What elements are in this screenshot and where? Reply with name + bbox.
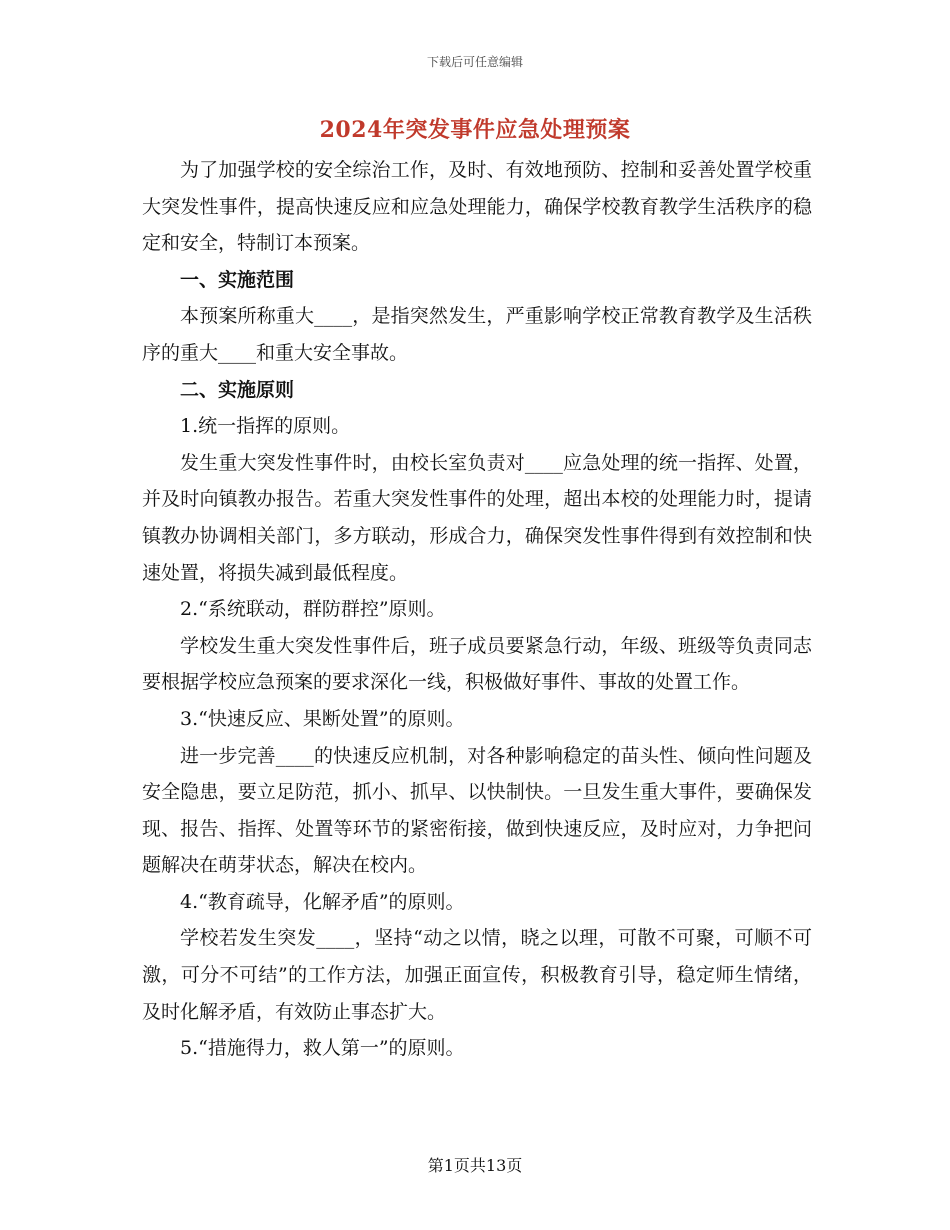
principle-paragraph: 学校若发生突发____，坚持“动之以情，晓之以理，可散不可聚，可顺不可激，可分不可结”的工作方法，加强正面宣传，积极教育引导，稳定师生情绪，及时化解矛盾，有效防止事态扩大。 xyxy=(142,927,812,1023)
principle-paragraph: 进一步完善____的快速反应机制，对各种影响稳定的苗头性、倾向性问题及安全隐患，要立足防范，抓小、抓早、以快制快。一旦发生重大事件，要确保发现、报告、指挥、处置等环节的紧密衔接，做到快速反应，及时应对，力争把问题解决在萌芽状态，解决在校内。 xyxy=(142,744,812,877)
document-title: 2024年突发事件应急处理预案 xyxy=(319,117,631,143)
principle-paragraph: 发生重大突发性事件时，由校长室负责对____应急处理的统一指挥、处置，并及时向镇教办报告。若重大突发性事件的处理，超出本校的处理能力时，提请镇教办协调相关部门，多方联动，形成合力，确保突发性事件得到有效控制和快速处置，将损失减到最低程度。 xyxy=(142,451,812,584)
page-number: 第1页共13页 xyxy=(427,1156,523,1175)
principle-title: 3.“快速反应、果断处置”的原则。 xyxy=(180,707,465,730)
principle-title: 2.“系统联动，群防群控”原则。 xyxy=(180,598,446,621)
header-note: 下载后可任意编辑 xyxy=(426,55,523,69)
section-heading: 一、实施范围 xyxy=(180,268,295,291)
document-body xyxy=(142,152,812,1067)
principle-title: 5.“措施得力，救人第一”的原则。 xyxy=(180,1037,465,1060)
principle-title: 1.统一指挥的原则。 xyxy=(180,415,351,438)
section-heading: 二、实施原则 xyxy=(180,378,295,401)
principle-paragraph: 学校发生重大突发性事件后，班子成员要紧急行动，年级、班级等负责同志要根据学校应急预案的要求深化一线，积极做好事件、事故的处置工作。 xyxy=(142,634,812,694)
intro-paragraph: 为了加强学校的安全综治工作，及时、有效地预防、控制和妥善处置学校重大突发性事件，提高快速反应和应急处理能力，确保学校教育教学生活秩序的稳定和安全，特制订本预案。 xyxy=(142,159,812,255)
section-paragraph: 本预案所称重大____，是指突然发生，严重影响学校正常教育教学及生活秩序的重大____和重大安全事故。 xyxy=(142,305,812,364)
principle-title: 4.“教育疏导，化解矛盾”的原则。 xyxy=(180,890,465,913)
